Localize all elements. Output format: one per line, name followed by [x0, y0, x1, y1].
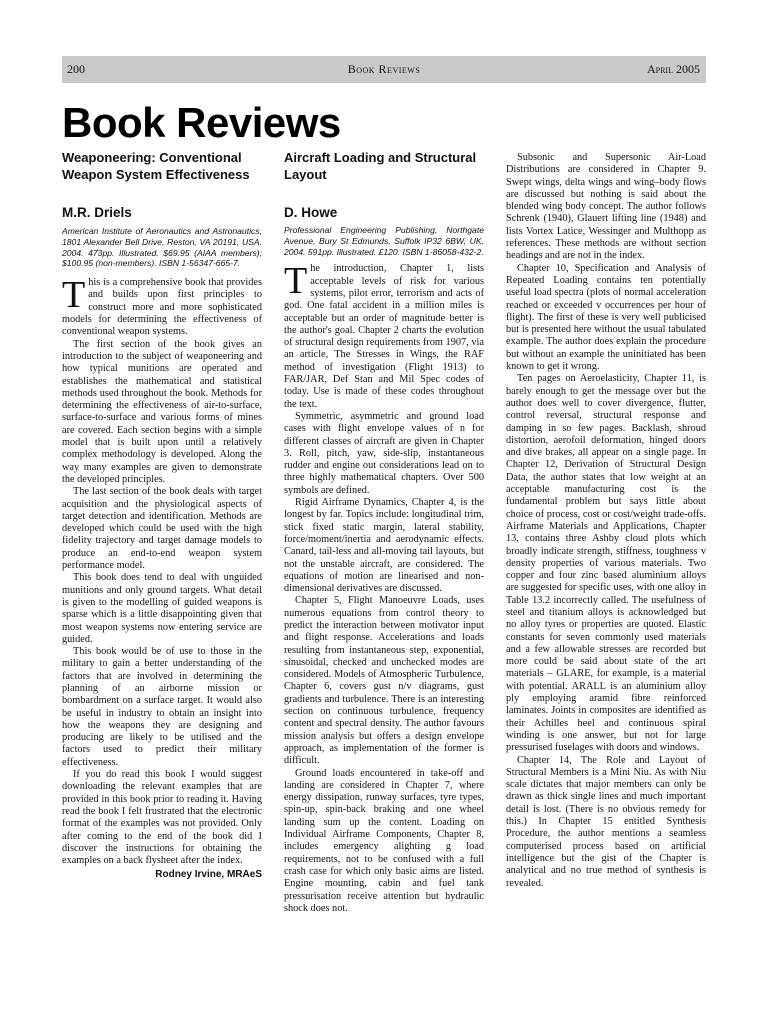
column-1 — [62, 150, 262, 882]
review-1-paragraph: The last section of the book deals with target acquisition and the physiological aspects of target detection and identification. Methods are developed which could be used with the high fidelity trajectory and target damage models to produce an end-to-end weapon system performance model. — [62, 486, 262, 572]
review-1-book-title: Weaponeering: Conventional Weapon System Effectiveness — [62, 150, 250, 182]
review-1-paragraph: If you do read this book I would suggest downloading the relevant examples that are provided in this book prior to reading it. Having read the book I felt frustrated that the electronic format of the examples was not provided. Only after coming to the end of the book did I discover the instructions for obtaining the examples on a back flysheet after the index. — [62, 769, 262, 867]
dropcap: T — [284, 260, 308, 303]
review-2-paragraph: Symmetric, asymmetric and ground load cases with flight envelope values of n for different classes of aircraft are given in Chapter 3. Roll, pitch, yaw, side-slip, instantaneous rudder and engine out considerations lead on to three highly mathematical chapters. Over 500 symbols are defined. — [284, 410, 484, 496]
review-1-paragraph: The first section of the book gives an introduction to the subject of weaponeering and how typical munitions are operated and establishes the mathematical and statistical methods used throughout the book. Methods for determining the effectiveness of air-to-surface, surface-to-surface and various forms of mines are covered. Each section begins with a simple model that is built upon until a relatively complex methodology is developed. Along the way many examples are given to demonstrate the developed principles. — [62, 338, 262, 485]
review-2-intro — [284, 260, 484, 411]
review-1-author: M.R. Driels — [62, 205, 132, 220]
review-1-paragraph: This book does tend to deal with unguided munitions and only ground targets. What detail is given to the modelling of guided weapons is sparse which is a little disappointing given that most weapon systems now entering service are guided. — [62, 572, 262, 645]
review-2-book-title: Aircraft Loading and Structural Layout — [284, 150, 477, 182]
review-2-publisher: Professional Engineering Publishing, Northgate Avenue, Bury St Edmunds, Suffolk IP32 6BW, UK. 2004. 591pp. Illustrated. £120. ISBN 1-86058-432-2. — [284, 225, 484, 257]
column-2 — [284, 150, 484, 915]
page-title: Book Reviews — [62, 99, 341, 146]
running-head: Book Reviews — [347, 62, 421, 76]
review-2-paragraph: Rigid Airframe Dynamics, Chapter 4, is the longest by far. Topics include: longitudinal trim, stick fixed static margin, lateral stability, force/moment/inertia and aerodynamic effects. Canard, tail-less and all-moving tail layouts, but not the unstable aircraft, are considered. The equations of motion are linearised and non-dimensional derivatives are discussed. — [284, 497, 484, 595]
review-1-publisher: American Institute of Aeronautics and Astronautics, 1801 Alexander Bell Drive, Reston, VA 20191, USA. 2004. 473pp. Illustrated. $69.95 (AIAA members); $100.95 (non-members). ISBN 1-56347-665-7. — [62, 226, 262, 269]
intro-text: his is a comprehensive book that provides and builds upon first principles to construct more and more sophisticated models for determining the effectiveness of conventional weapon systems. — [62, 277, 262, 338]
review-2-paragraph: Ground loads encountered in take-off and landing are considered in Chapter 7, where energy dissipation, runway surfaces, tyre types, spin-up, spin-back braking and one wheel landing sum up the content. Loading on Individual Airframe Components, Chapter 8, includes emergency alighting g load requirements, not to be confused with a full crash case for which only basic aims are listed. Engine mounting, cabin and fuel tank pressurisation receive attention but hydraulic shock does not. — [284, 767, 484, 914]
review-1-intro — [62, 274, 262, 338]
page-header — [62, 56, 706, 83]
review-2-paragraph: Chapter 14, The Role and Layout of Structural Members is a Mini Niu. As with Niu scale dictates that major members can only be drawn as thick single lines and much important detail is lost. (There is no obvious remedy for this.) In Chapter 15 entitled Synthesis Procedure, the author mentions a seamless computerised process based on artificial intelligence but the gist of the Chapter is analytical and no true method of synthesis is revealed. — [506, 754, 706, 889]
review-2-paragraph: Chapter 5, Flight Manoeuvre Loads, uses numerous equations from control theory to predict the interaction between motivator input and flight response. Accelerations and loads resulting from instantaneous step, exponential, sinusoidal, checked and unchecked modes are considered. Models of Atmospheric Turbulence, Chapter 6, covers gust n/v diagrams, gust gradients and turbulence. There is an interesting section on continuous turbulence, frequency content and spectral density. The author favours mission analysis but offers a design envelope approach, as implementation of the former is difficult. — [284, 595, 484, 767]
review-1-paragraph: This book would be of use to those in the military to gain a better understanding of the factors that are involved in determining the planning of an airborne mission or bombardment on a surface target. It would also be useful in industry to obtain an insight into how the weapons they are designing and producing are likely to be utilised and the factors used to predict their military effectiveness. — [62, 646, 262, 768]
issue-date: April 2005 — [646, 62, 700, 76]
review-2-paragraph: Chapter 10, Specification and Analysis of Repeated Loading contains ten potentially useful load spectra (plots of normal acceleration reached or exceeded v occurrences per hour of flight). The first of these is very well publicised but is presented here without the usual tabulated example. The author does explain the procedure but without an example the uninitiated has been known to get it wrong. — [506, 262, 706, 373]
dropcap: T — [62, 274, 86, 317]
column-3 — [506, 150, 706, 890]
review-2-author: D. Howe — [284, 205, 338, 220]
reviewer-signature: Rodney Irvine, MRAeS — [155, 869, 262, 881]
intro-text: he introduction, Chapter 1, lists acceptable levels of risk for various systems, pilot error, terrorism and acts of god. One fatal accident in a million miles is acceptable but an order of magnitude better is the author's goal. Chapter 2 charts the evolution of structural design requirements from 1907, via an article, The Stresses in Wings, the RAF method of investigation (Flight 1913) to FAR/JAR, Def Stan and Mil Spec codes of today. Use is made of these codes throughout the text. — [284, 263, 484, 410]
page-number: 200 — [67, 62, 85, 76]
review-2-paragraph: Ten pages on Aeroelasticity, Chapter 11, is barely enough to get the message over but the author does well to cover divergence, flutter, control reversal, structural response and damping in so few pages. Backlash, shroud distortion, aerofoil deformation, hinged doors and dive brakes, all appear on a single page. In Chapter 12, Derivation of Structural Design Data, the author states that low weight at an acceptable manufacturing cost is the fundamental problem but says little about choice of process, cost or cost/weight trade-offs. Airframe Materials and Applications, Chapter 13, contains three Ashby cloud plots which broadly indicate strength, stiffness, toughness v density properties of various materials. Two copper and four zinc based aluminium alloys are suggested for specific uses, with one alloy in Table 13.2 incorrectly called. The usefulness of steel and titanium alloys is acknowledged but no alloy tyres or properties are quoted. Elastic constants for seven commonly used materials and a few allowable stresses are recorded but more could be said about state of the art materials – GLARE, for example, is a material with potential. ARALL is an aluminium alloy ply employing aramid fibre reinforced laminates. Joints in composites are identified as their Achilles heel and continuous spiral winding is one answer, but not for large pressurised fuselages with doors and windows. — [506, 373, 706, 754]
review-2-paragraph: Subsonic and Supersonic Air-Load Distributions are considered in Chapter 9. Swept wings, delta wings and wing–body flows are discussed but nothing is said about the blended wing body concept. The author follows Schrenk (1940), Glauert lifting line (1948) and lists Vortex Latice, Wessinger and Multhopp as references. These methods are without section headings and are not in the index. — [506, 152, 706, 262]
